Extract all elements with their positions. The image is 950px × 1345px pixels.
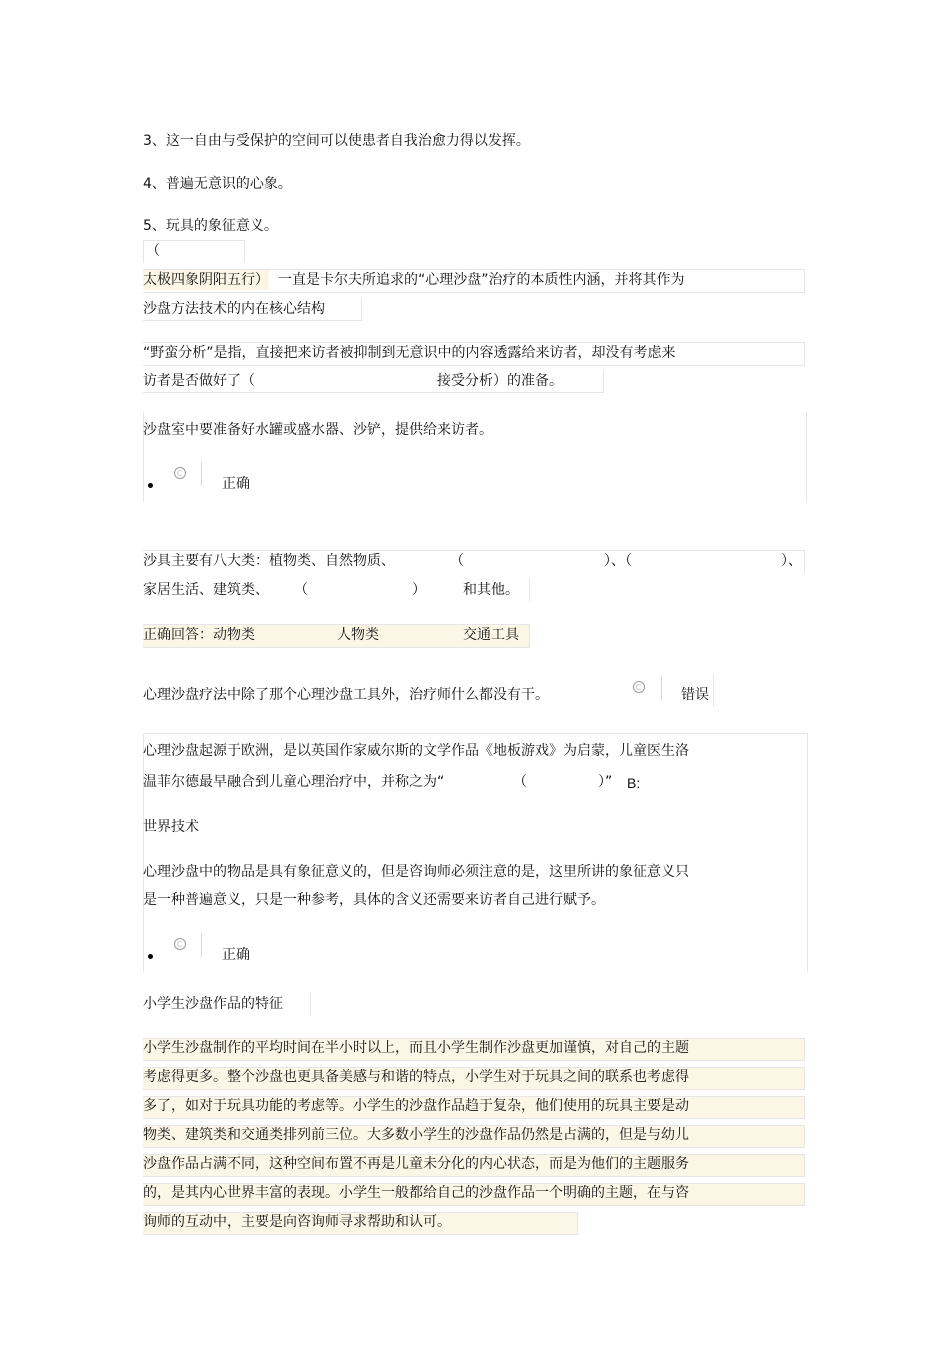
paren-open: （ bbox=[146, 243, 160, 259]
line-5: 5、玩具的象征意义。 bbox=[143, 218, 278, 234]
option-label: B: bbox=[627, 775, 641, 791]
para-line-1: 小学生沙盘制作的平均时间在半小时以上，而且小学生制作沙盘更加谨慎，对自己的主题 bbox=[143, 1040, 689, 1056]
para-line-2: 考虑得更多。整个沙盘也更具备美感与和谐的特点，小学生对于玩具之间的联系也考虑得 bbox=[143, 1069, 689, 1085]
symbol-text-2: 是一种普遍意义，只是一种参考，具体的含义还需要来访者自己进行赋予。 bbox=[143, 892, 605, 908]
wild-analysis-text-2a: 访者是否做好了（ bbox=[143, 373, 255, 389]
categories-text-2b: （ bbox=[294, 582, 308, 598]
answer-wrong: 错误 bbox=[681, 687, 709, 703]
sandroom-question: 沙盘室中要准备好水罐或盛水器、沙铲，提供给来访者。 bbox=[143, 422, 493, 438]
divider bbox=[201, 462, 202, 486]
world-technique: 世界技术 bbox=[143, 819, 199, 835]
divider bbox=[201, 933, 202, 957]
taiji-answer: 太极四象阴阳五行） bbox=[143, 272, 269, 288]
categories-text-a: 沙具主要有八大类：植物类、自然物质、 bbox=[143, 553, 395, 569]
section-heading: 小学生沙盘作品的特征 bbox=[143, 996, 283, 1012]
wild-analysis-text: “野蛮分析”是指，直接把来访者被抑制到无意识中的内容透露给来访者，却没有考虑来 bbox=[143, 345, 676, 361]
bullet-icon bbox=[148, 483, 153, 488]
radio-icon[interactable] bbox=[174, 938, 186, 950]
para-line-5: 沙盘作品占满不同，这种空间布置不再是儿童未分化的内心状态，而是为他们的主题服务 bbox=[143, 1156, 689, 1172]
symbol-text-1: 心理沙盘中的物品是具有象征意义的，但是咨询师必须注意的是，这里所讲的象征意义只 bbox=[143, 864, 689, 880]
categories-text-c: ）、（ bbox=[604, 553, 632, 569]
correct-answer-3: 交通工具 bbox=[463, 627, 519, 643]
radio-icon[interactable] bbox=[174, 467, 186, 479]
correct-answer-label: 正确回答：动物类 bbox=[143, 627, 255, 643]
origin-text-2a: 温菲尔德最早融合到儿童心理治疗中，并称之为“ bbox=[143, 774, 445, 790]
answer-correct-1: 正确 bbox=[222, 476, 250, 492]
categories-text-b: （ bbox=[450, 553, 464, 569]
categories-text-2a: 家居生活、建筑类、 bbox=[143, 582, 269, 598]
question-box-2 bbox=[143, 733, 808, 972]
origin-text-1: 心理沙盘起源于欧洲，是以英国作家威尔斯的文学作品《地板游戏》为启蒙，儿童医生洛 bbox=[143, 743, 689, 759]
para-line-7: 询师的互动中，主要是向咨询师寻求帮助和认可。 bbox=[143, 1214, 451, 1230]
categories-text-2d: 和其他。 bbox=[463, 582, 519, 598]
therapist-question: 心理沙盘疗法中除了那个心理沙盘工具外，治疗师什么都没有干。 bbox=[143, 687, 549, 703]
wild-analysis-text-2b: 接受分析）的准备。 bbox=[437, 373, 563, 389]
categories-text-d: ）、 bbox=[781, 553, 802, 569]
line-4: 4、普遍无意识的心象。 bbox=[143, 176, 292, 192]
categories-text-2c: ） bbox=[412, 582, 426, 598]
core-structure-text: 沙盘方法技术的内在核心结构 bbox=[143, 301, 325, 317]
answer-correct-2: 正确 bbox=[222, 947, 250, 963]
correct-answer-2: 人物类 bbox=[337, 627, 379, 643]
taiji-text: 一直是卡尔夫所追求的“心理沙盘”治疗的本质性内涵，并将其作为 bbox=[278, 272, 685, 288]
para-line-4: 物类、建筑类和交通类排列前三位。大多数小学生的沙盘作品仍然是占满的，但是与幼儿 bbox=[143, 1127, 689, 1143]
line-3: 3、这一自由与受保护的空间可以使患者自我治愈力得以发挥。 bbox=[143, 133, 530, 149]
origin-text-2c: ）” bbox=[598, 774, 613, 790]
bullet-icon bbox=[148, 954, 153, 959]
origin-text-2b: （ bbox=[513, 774, 527, 790]
para-line-3: 多了，如对于玩具功能的考虑等。小学生的沙盘作品趋于复杂，他们使用的玩具主要是动 bbox=[143, 1098, 689, 1114]
para-line-6: 的，是其内心世界丰富的表现。小学生一般都给自己的沙盘作品一个明确的主题，在与咨 bbox=[143, 1185, 689, 1201]
radio-icon[interactable] bbox=[633, 681, 645, 693]
divider bbox=[661, 676, 662, 700]
